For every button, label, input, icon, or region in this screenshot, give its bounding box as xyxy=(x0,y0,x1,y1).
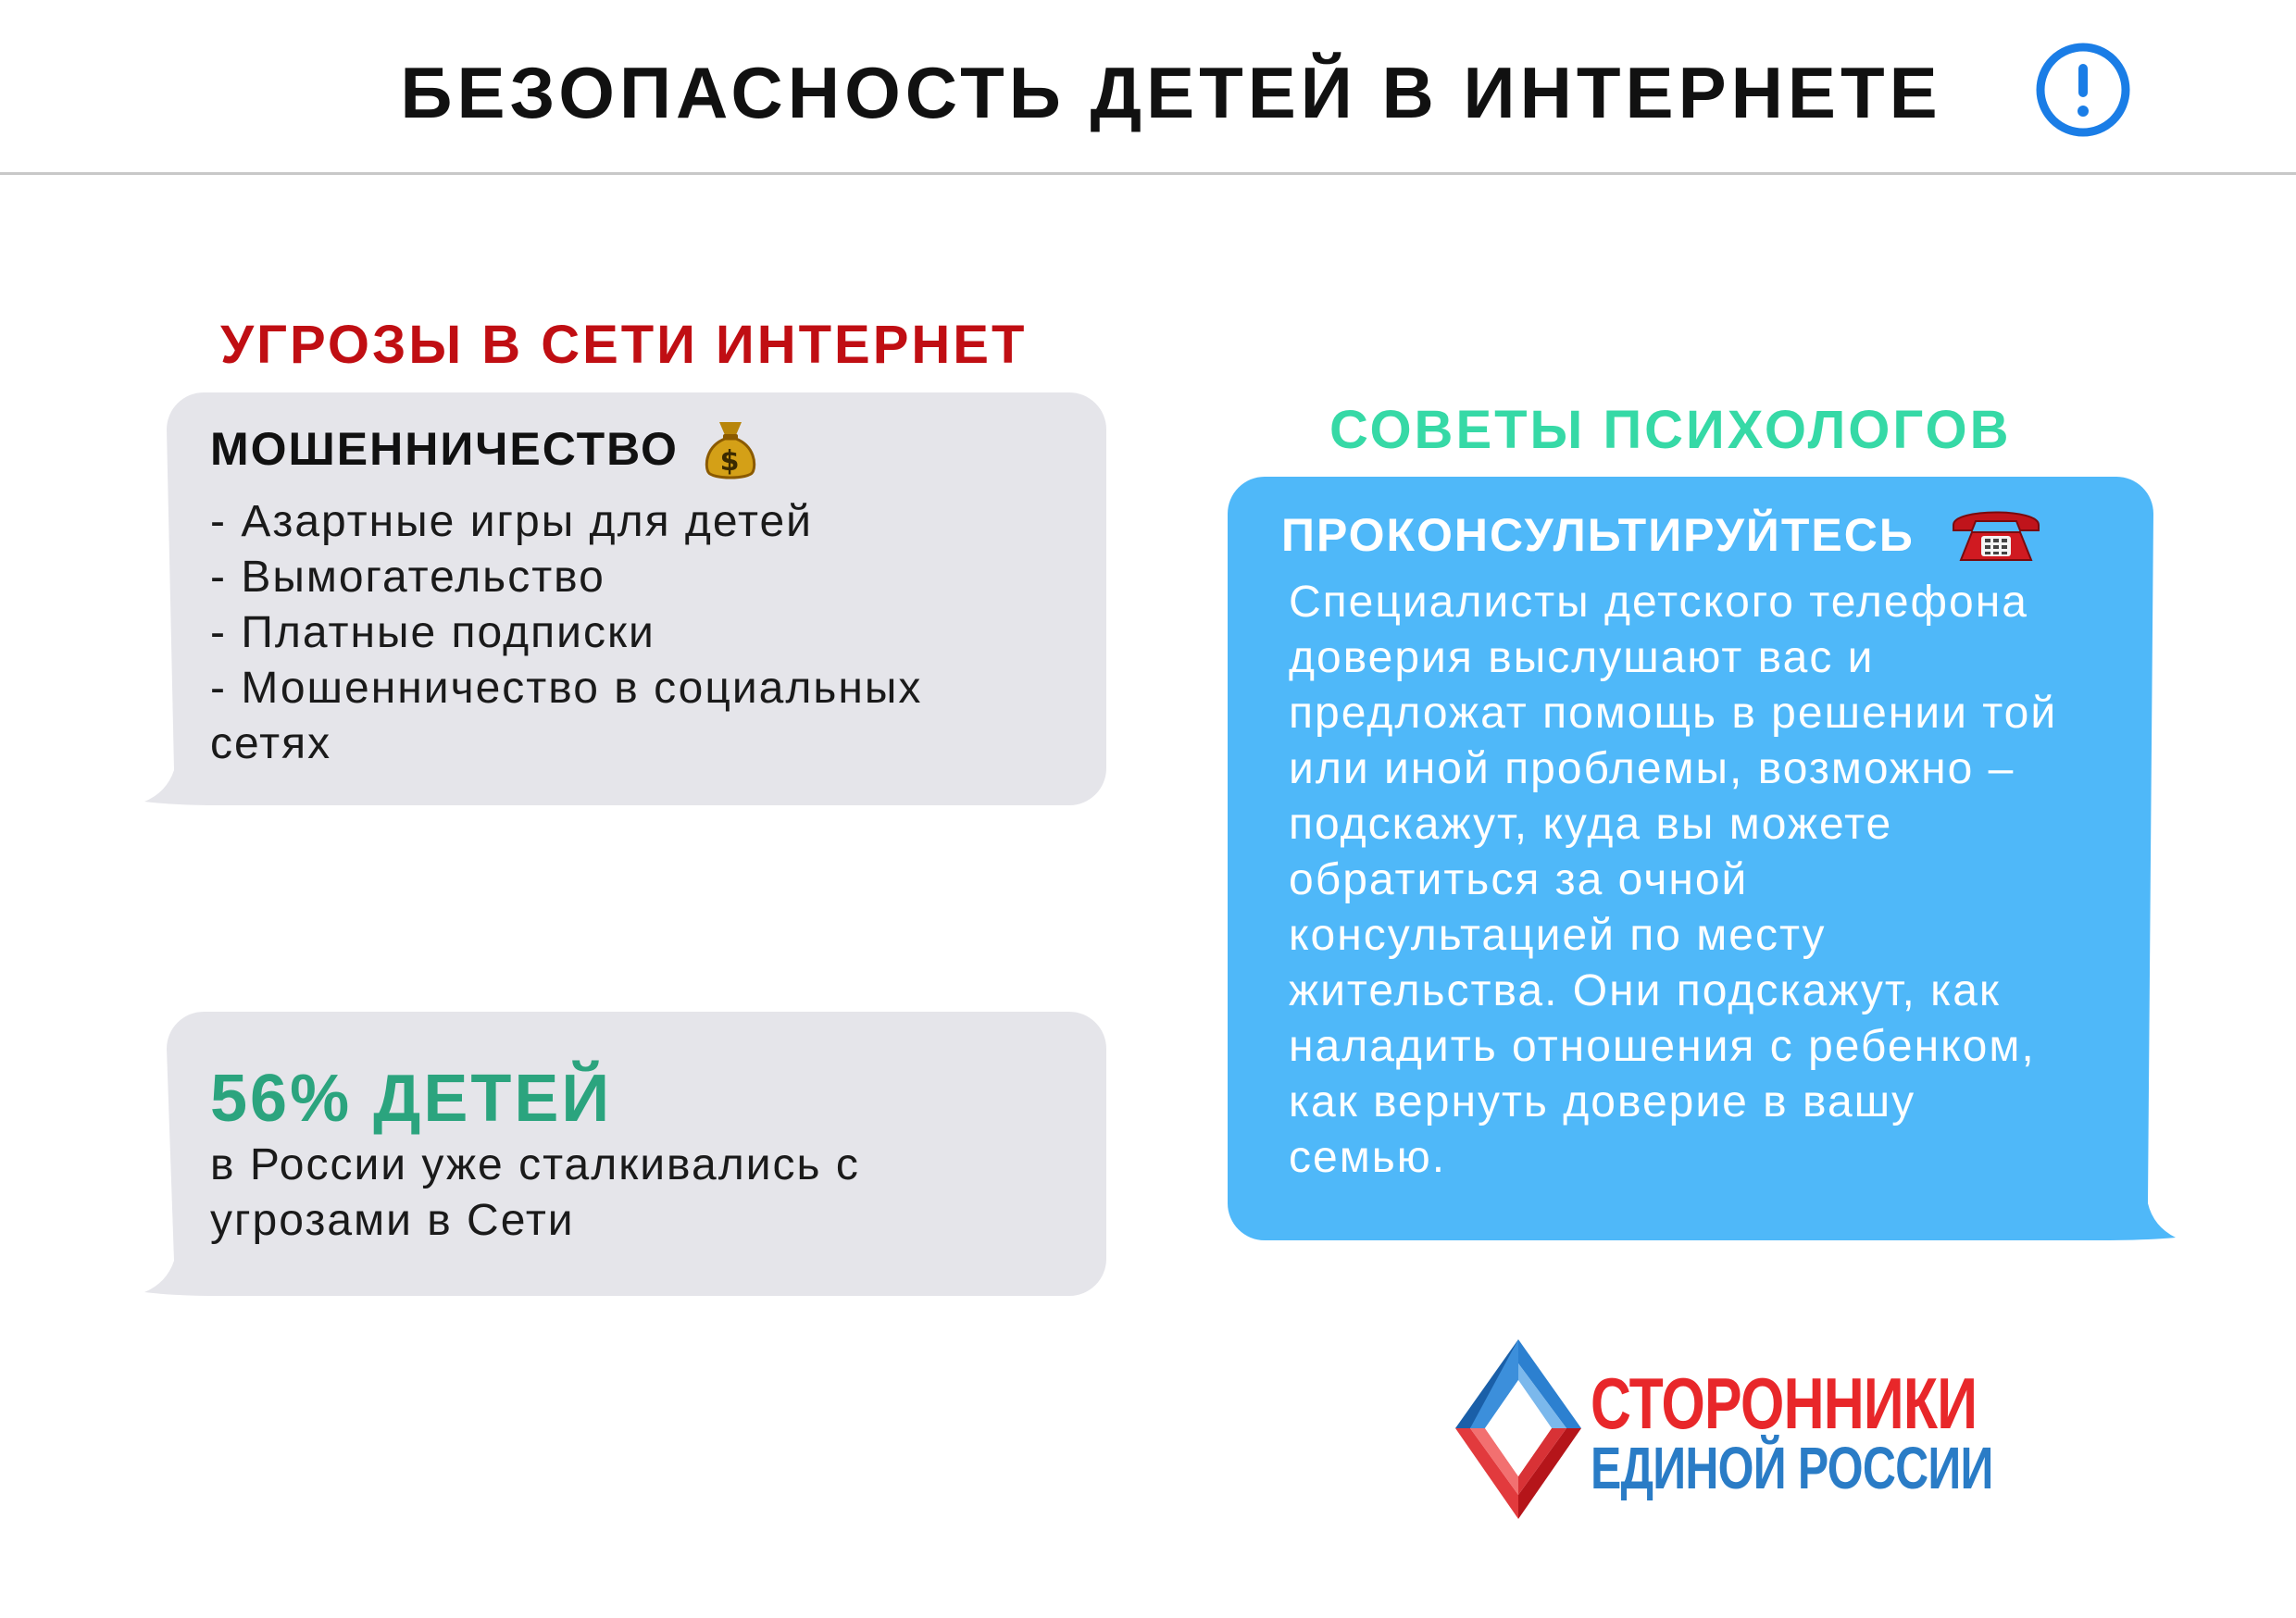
consult-line: обратиться за очной xyxy=(1289,855,1749,904)
consult-line: или иной проблемы, возможно – xyxy=(1289,744,2015,793)
fraud-heading: МОШЕННИЧЕСТВО xyxy=(210,423,679,475)
list-item: сетях xyxy=(210,719,332,768)
consult-line: доверия выслушают вас и xyxy=(1289,633,1875,682)
money-bag-icon xyxy=(703,417,758,481)
list-item: - Платные подписки xyxy=(210,608,655,657)
page-title: БЕЗОПАСНОСТЬ ДЕТЕЙ В ИНТЕРНЕТЕ xyxy=(400,52,1942,133)
fraud-bubble xyxy=(139,392,1106,805)
stat-value: 56% ДЕТЕЙ xyxy=(210,1062,613,1136)
exclamation-circle-icon xyxy=(2035,42,2131,138)
advice-section-title: СОВЕТЫ ПСИХОЛОГОВ xyxy=(1329,400,2012,460)
list-item: - Азартные игры для детей xyxy=(210,497,813,546)
consult-line: предложат помощь в решении той xyxy=(1289,689,2058,738)
threats-section-title: УГРОЗЫ В СЕТИ ИНТЕРНЕТ xyxy=(220,315,1028,375)
consult-line: Специалисты детского телефона xyxy=(1289,578,2028,627)
list-item: - Вымогательство xyxy=(210,553,605,602)
stat-bubble xyxy=(139,1012,1106,1296)
stat-description xyxy=(210,1138,860,1249)
stat-line: в России уже сталкивались с xyxy=(210,1140,860,1189)
consult-line: жительства. Они подскажут, как xyxy=(1289,966,2001,1015)
stat-line: угрозами в Сети xyxy=(210,1196,575,1245)
consult-heading: ПРОКОНСУЛЬТИРУЙТЕСЬ xyxy=(1281,509,1915,561)
consult-line: подскажут, куда вы можете xyxy=(1289,800,1893,849)
logo-line2: ЕДИНОЙ РОССИИ xyxy=(1591,1435,1993,1501)
header xyxy=(0,0,2296,175)
fraud-list xyxy=(210,494,922,772)
telephone-icon xyxy=(1948,504,2044,566)
list-item: - Мошенничество в социальных xyxy=(210,664,923,713)
consult-line: семью. xyxy=(1289,1133,1447,1182)
consult-body xyxy=(1289,575,2057,1186)
logo-line1: СТОРОННИКИ xyxy=(1591,1363,1978,1444)
party-logo xyxy=(1452,1338,1993,1523)
diamond-emblem-icon xyxy=(1452,1338,1586,1523)
consult-line: как вернуть доверие в вашу xyxy=(1289,1077,1916,1126)
svg-text:$: $ xyxy=(719,445,742,478)
consult-bubble xyxy=(1228,477,2181,1240)
consult-line: консультацией по месту xyxy=(1289,911,1827,960)
consult-line: наладить отношения с ребенком, xyxy=(1289,1022,2036,1071)
